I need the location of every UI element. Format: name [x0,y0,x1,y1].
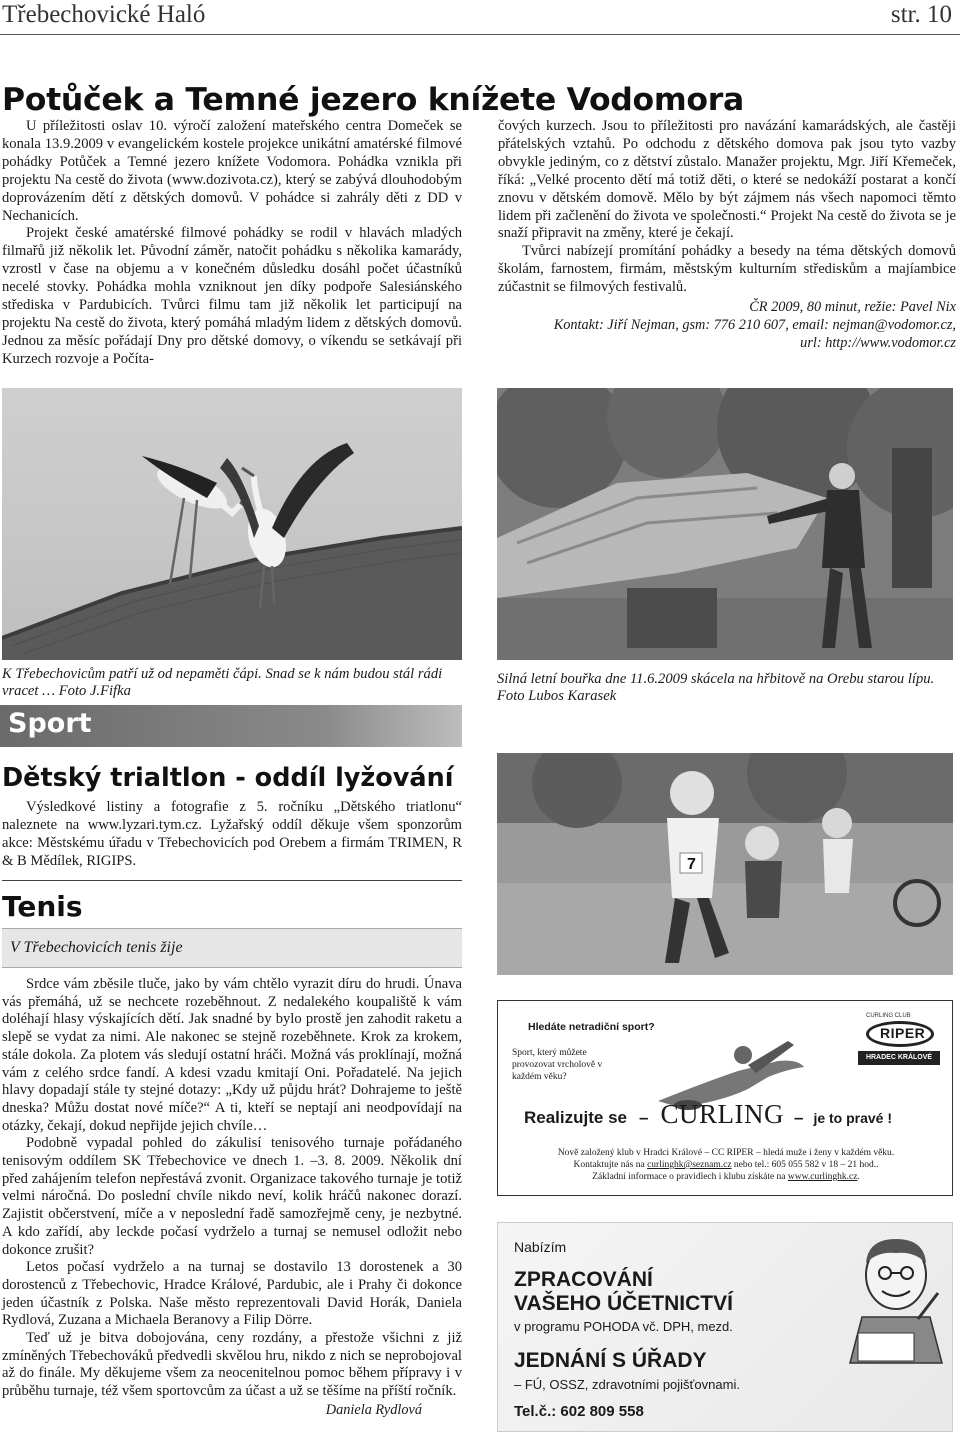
slogan-part-a: Realizujte se [524,1108,627,1127]
storks-illustration [2,388,462,660]
article-paragraph: Tvůrci nabízejí promítání pohádky a besedy na téma dětských domovů školám, farnostem, firmám, městským kulturním střediskům a majíambice zúčastnit se filmových festivalů. [498,243,956,296]
curling-info [502,1147,950,1183]
info2-text-a: Kontaktujte nás na [573,1160,645,1170]
accounting-phone: Tel.č.: 602 809 558 [514,1403,644,1420]
children-race-photo [497,753,953,975]
article-paragraph: Projekt české amatérské filmové pohádky se rodil v hlavách mladých filmařů již několik let. Původní záměr, natočit pohádku s několika kamarády, vzrostl v čase na objemu a v konečném důsledku dosáhl počet účastníků necelé stovky. Pohádka mohla vzniknout jen díky podpoře Salesiánského střediska v Pardubicích. Tvůrci filmu tam již několik let participují na projektu Na cestě do života, který pomáhá mladým lidem z dětských domovů. Jednou za měsíc pořádají Dny pro dětské domovy, o víkendu se setkávají při Kurzech rozvoje a Počíta- [2,225,462,367]
triathlon-heading: Dětský trialtlon - oddíl lyžování [2,763,454,793]
slogan-curling: CURLING [660,1099,784,1129]
accountant-caricature-icon [838,1233,950,1365]
fallen-tree-photo [497,388,953,660]
curling-pitch: Sport, který můžete provozovat vrcholově v každém věku? [512,1048,603,1082]
article-left-column [2,118,462,369]
slogan-part-c: je to pravé ! [813,1110,893,1126]
page-header [0,0,960,34]
children-race-illustration [497,753,953,975]
riper-club-label: CURLING CLUB [866,1013,911,1019]
article-headline: Potůček a Temné jezero knížete Vodomora [2,82,744,118]
triathlon-text: Výsledkové listiny a fotografie z 5. ročníku „Dětského triatlonu“ naleznete na www.lyzari.tym.cz. Lyžařský oddíl děkuje všem sponzorům akce: Městskému úřadu v Třebechovicích pod Orebem a firmám TRIMEN, R & B Mědílek, RIGIPS. [2,799,462,869]
curling-email-link[interactable]: curlinghk@seznam.cz [647,1160,732,1170]
accounting-line5: – FÚ, OSSZ, zdravotními pojišťovnami. [514,1377,740,1392]
section-divider [2,880,462,881]
tenis-paragraph: Srdce vám zběsile tluče, jako by vám chtělo vyrazit díru do hrudi. Únava vás přemáhá, už se nechcete rozeběhnout. Z nedalekého koupaliště k vám doléhají hlasy výskajících dětí. Jak snadné by bylo prostě jen zahodit raketu a slepě se vydat za nimi. Ale nakonec se stejně rozeběhnete. Krok za krokem, stále dokola. Za plotem vás sledují ostatní hráči. Možná vás proklínají, možná vám z celého srdce fandí. A kdesi vzadu kmitají Oni. Pořadatelé. Na jejich hlavy dopadají stále ty stejné dotazy: „Kdy už půjdu hrát? Dohrajeme to ještě dneska? Můžu dostat nové míče?“ A ti, kteří se neptají ani neodpovídají na otázky, čekají, dokud nepřijde jejich chvíle… [2,976,462,1134]
article-author: Daniela Rydlová [325,1401,422,1418]
article-paragraph: čových kurzech. Jsou to příležitosti pro navázání kamarádských, ale častěji přátelských vztahů. Po odchodu z dětského domova pak jsou tyto vazby obvykle jediným, co z dětství zůstalo. Manažer projektu, Mgr. Jiří Křemeček, říká: „Velké procento dětí má totiž děti, o které se nedokáží postarat a končí znovu v dětském domově. Mělo by být zájmem nás všech napomoci těmto lidem při začlenění do života ve společnosti.“ Projekt Na cestě do života se je snaží připravit na změny, které je čekají. [498,118,956,242]
tenis-subheading: V Třebechovicích tenis žije [10,939,183,956]
page-number: str. 10 [890,1,952,28]
triathlon-text-block [2,799,462,871]
tenis-heading: Tenis [2,890,83,923]
publication-title: Třebechovické Haló [2,1,206,28]
curling-advertisement [497,1000,953,1196]
tree-caption: Silná letní bouřka dne 11.6.2009 skácela na hřbitově na Orebu starou lípu. Foto Lubos Karasek [497,671,935,704]
contact-line: Kontakt: Jiří Nejman, gsm: 776 210 607, email: nejman@vodomor.cz, [553,317,956,334]
curling-website-link[interactable]: www.curlinghk.cz [787,1172,858,1182]
accounting-intro: Nabízím [514,1239,567,1255]
article-right-column [498,118,956,352]
info3-text-a: Základní informace o pravidlech i klubu získáte na [592,1172,786,1182]
accounting-line2: VAŠEHO ÚČETNICTVÍ [514,1292,733,1315]
url-line: url: http://www.vodomor.cz [800,335,956,352]
accounting-advertisement [497,1222,953,1432]
info3-text-b: . [857,1172,860,1182]
tenis-paragraph: Podobně vypadal pohled do zákulisí tenisového turnaje pořádaného tenisovým oddílem SK Třebechovice ve dnech 1. –3. 8. 2009. Několik dní před zahájením telefon nepřestává zvonit. Organizace takového turnaje je totiž velmi náročná. Do poslední chvíle nikdo neví, kolik hráčů nakonec dorazí. Zajistit občerstvení, míče a v neposlední řadě samozřejmě ceny, je nezbytné. A kdo zařídí, aby leckde počasí vydrželo a turnaj se nemusel odložit nebo dokonce zrušit? [2,1135,462,1258]
storks-caption: K Třebechovicům patří už od nepaměti čápi. Snad se k nám budou stál rádi vracet … Foto J.Fifka [2,666,443,699]
sport-banner-label: Sport [8,708,92,739]
race-bib-number: 7 [687,856,696,873]
accounting-line3: v programu POHODA vč. DPH, mezd. [514,1319,733,1334]
film-credit: ČR 2009, 80 minut, režie: Pavel Nix [749,299,956,316]
curling-question: Hledáte netradiční sport? [528,1021,655,1033]
curling-slogan: Realizujte se – CURLING – je to pravé ! [524,1099,893,1129]
tenis-paragraph: Letos počasí vydrželo a na turnaj se dostavilo 13 dorostenek a 30 dorostenců z Třebechovic, Hradce Králové, Pardubic, ale i Prahy či dokonce jeden účastník z Polska. Naše město reprezentovali David Horák, Daniela Rydlová, Zuzana a Michaela Beranovy a Filip Dörre. [2,1259,462,1329]
riper-logo [858,1013,940,1067]
tenis-paragraph: Teď už je bitva dobojována, ceny rozdány, a přestože všichni z již zmíněných Třebechováků předvedli skvělou hru, nikdo z nich se neprobojoval až do finále. My děkujeme všem za neocenitelnou pomoc během přípravy i v průběhu turnaje, též všem sportovcům za účast a už se těšíme na příští ročník. [2,1330,462,1400]
accounting-line4: JEDNÁNÍ S ÚŘADY [514,1349,707,1372]
riper-name: RIPER [880,1025,926,1041]
riper-city: HRADEC KRÁLOVÉ [858,1051,940,1065]
article-paragraph: U příležitosti oslav 10. výročí založení mateřského centra Domeček se konala 13.9.2009 v evangelickém kostele projekce unikátní amatérské filmové pohádky Potůček a Temné jezero knížete Vodomora. Pohádka vznikla při projektu Na cestě do života (www.dozivota.cz), který se zabývá dlouhodobým doprovázením dětí z dětských domovů. V pohádce si zahrály děti z DD v Nechanicích. [2,118,462,224]
tenis-subheading-box [2,928,462,968]
accounting-line1: ZPRACOVÁNÍ [514,1268,653,1291]
storks-photo [2,388,462,660]
header-rule [0,34,960,35]
fallen-tree-illustration [497,388,953,660]
tenis-article [2,976,462,1419]
curling-info-line3 [502,1171,950,1183]
sport-banner [0,705,462,747]
curling-info-line1: Nově založený klub v Hradci Králové – CC RIPER – hledá muže i ženy v každém věku. [557,1148,895,1158]
curling-info-line2 [502,1159,950,1171]
info2-text-b: nebo tel.: 605 055 582 v 18 – 21 hod.. [733,1160,879,1170]
